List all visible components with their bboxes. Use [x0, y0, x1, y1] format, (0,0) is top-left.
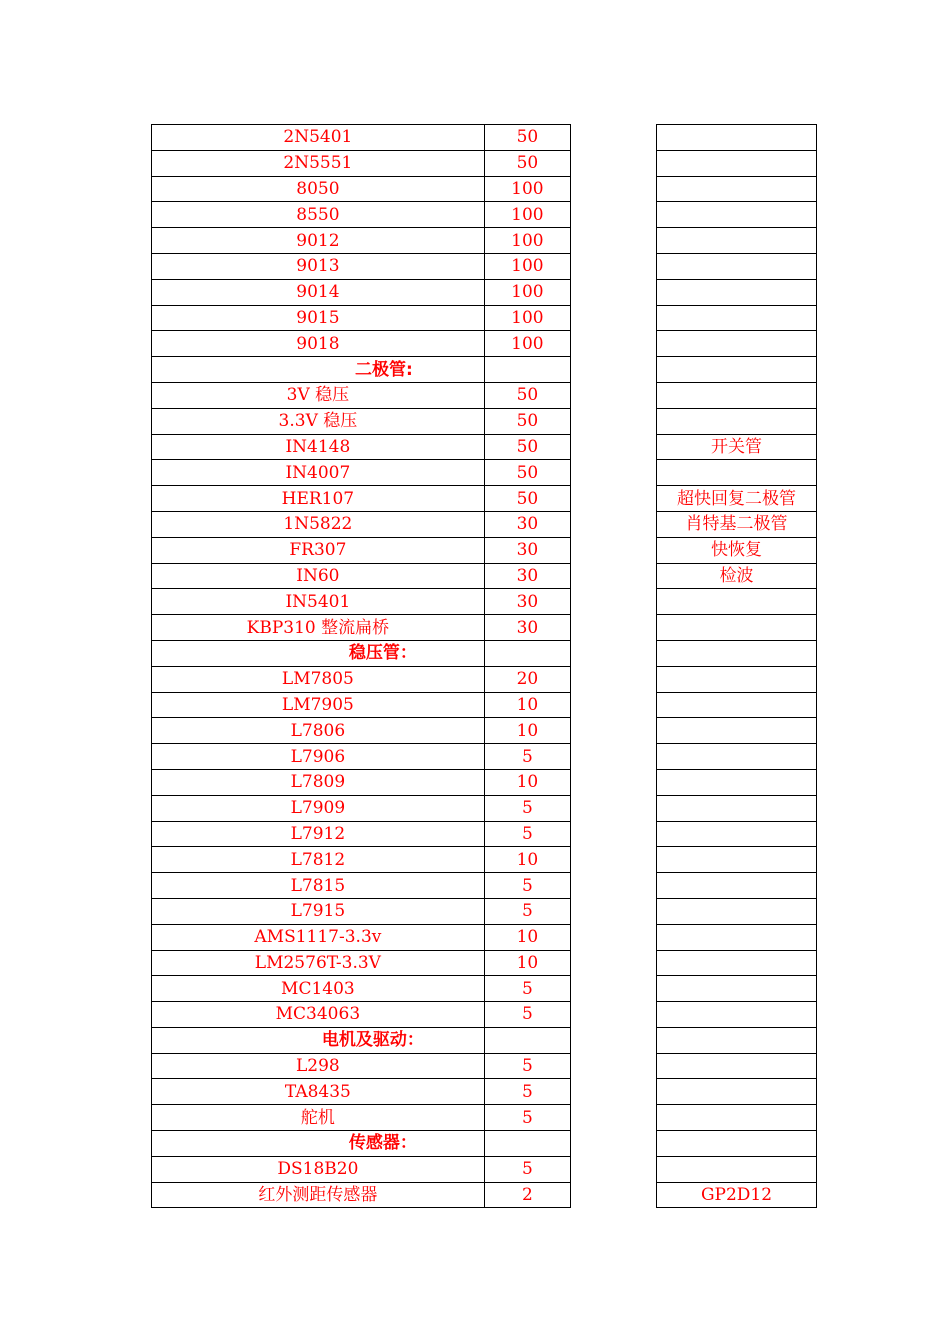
note-cell [657, 615, 817, 641]
part-name-cell: 9013 [152, 253, 485, 279]
part-row [152, 228, 571, 254]
part-name-cell: L7815 [152, 873, 485, 899]
quantity-cell: 5 [484, 1053, 570, 1079]
note-row [657, 692, 817, 718]
note-row [657, 563, 817, 589]
part-row [152, 615, 571, 641]
part-name-cell: FR307 [152, 537, 485, 563]
part-name-cell: 1N5822 [152, 511, 485, 537]
part-name-cell: MC34063 [152, 1002, 485, 1028]
note-row [657, 615, 817, 641]
note-cell [657, 1079, 817, 1105]
section-title-cell [152, 1131, 485, 1157]
section-title: 稳压管： [348, 643, 417, 664]
note-row [657, 408, 817, 434]
quantity-cell: 100 [484, 176, 570, 202]
section-title: 二极管: [354, 359, 413, 380]
note-cell: GP2D12 [657, 1182, 817, 1208]
section-title: 传感器： [348, 1133, 417, 1154]
quantity-cell [484, 357, 570, 383]
note-row [657, 589, 817, 615]
note-cell [657, 795, 817, 821]
part-row [152, 382, 571, 408]
part-row [152, 744, 571, 770]
note-cell [657, 976, 817, 1002]
part-row [152, 150, 571, 176]
note-row [657, 847, 817, 873]
quantity-cell: 5 [484, 1002, 570, 1028]
part-row [152, 769, 571, 795]
quantity-cell: 10 [484, 769, 570, 795]
part-row [152, 1079, 571, 1105]
quantity-cell: 10 [484, 950, 570, 976]
part-name-cell: LM7805 [152, 666, 485, 692]
note-row [657, 486, 817, 512]
note-cell [657, 847, 817, 873]
quantity-cell: 30 [484, 589, 570, 615]
part-name-cell: LM7905 [152, 692, 485, 718]
quantity-cell: 50 [484, 125, 570, 151]
note-row [657, 640, 817, 666]
note-cell [657, 1027, 817, 1053]
part-row [152, 305, 571, 331]
part-row [152, 718, 571, 744]
quantity-cell: 50 [484, 408, 570, 434]
part-name-cell: L7806 [152, 718, 485, 744]
part-row [152, 434, 571, 460]
quantity-cell: 30 [484, 537, 570, 563]
quantity-cell: 100 [484, 279, 570, 305]
quantity-cell [484, 640, 570, 666]
part-row [152, 253, 571, 279]
quantity-cell: 5 [484, 744, 570, 770]
note-row [657, 718, 817, 744]
part-row [152, 511, 571, 537]
part-row [152, 795, 571, 821]
section-header-row [152, 1131, 571, 1157]
section-title-cell [152, 357, 485, 383]
quantity-cell: 100 [484, 331, 570, 357]
part-row [152, 486, 571, 512]
notes-table [656, 124, 817, 1208]
quantity-cell: 50 [484, 460, 570, 486]
quantity-cell [484, 1027, 570, 1053]
quantity-cell: 2 [484, 1182, 570, 1208]
note-cell [657, 228, 817, 254]
note-row [657, 125, 817, 151]
quantity-cell: 100 [484, 253, 570, 279]
section-header-row [152, 1027, 571, 1053]
note-cell: 开关管 [657, 434, 817, 460]
note-cell [657, 176, 817, 202]
part-row [152, 924, 571, 950]
part-row [152, 408, 571, 434]
quantity-cell: 5 [484, 1156, 570, 1182]
note-cell [657, 898, 817, 924]
note-row [657, 1053, 817, 1079]
part-row [152, 898, 571, 924]
part-name-cell: L7909 [152, 795, 485, 821]
note-cell [657, 718, 817, 744]
part-row [152, 847, 571, 873]
note-row [657, 821, 817, 847]
note-cell [657, 1131, 817, 1157]
quantity-cell: 100 [484, 202, 570, 228]
note-row [657, 1182, 817, 1208]
part-name-cell: L7912 [152, 821, 485, 847]
note-row [657, 460, 817, 486]
quantity-cell: 10 [484, 847, 570, 873]
part-row [152, 589, 571, 615]
part-row [152, 950, 571, 976]
part-row [152, 1182, 571, 1208]
note-row [657, 150, 817, 176]
part-name-cell: AMS1117-3.3v [152, 924, 485, 950]
note-row [657, 1079, 817, 1105]
quantity-cell: 100 [484, 228, 570, 254]
note-cell [657, 408, 817, 434]
quantity-cell: 50 [484, 434, 570, 460]
part-row [152, 1156, 571, 1182]
note-cell [657, 769, 817, 795]
part-row [152, 563, 571, 589]
quantity-cell: 5 [484, 898, 570, 924]
note-row [657, 950, 817, 976]
note-row [657, 1156, 817, 1182]
note-cell [657, 1002, 817, 1028]
note-cell [657, 125, 817, 151]
part-row [152, 537, 571, 563]
note-cell [657, 279, 817, 305]
note-cell: 肖特基二极管 [657, 511, 817, 537]
quantity-cell: 10 [484, 692, 570, 718]
quantity-cell: 50 [484, 150, 570, 176]
note-cell [657, 1156, 817, 1182]
quantity-cell: 5 [484, 821, 570, 847]
quantity-cell: 30 [484, 511, 570, 537]
note-cell [657, 1053, 817, 1079]
note-cell [657, 382, 817, 408]
part-row [152, 331, 571, 357]
note-cell: 超快回复二极管 [657, 486, 817, 512]
quantity-cell: 5 [484, 795, 570, 821]
note-cell [657, 666, 817, 692]
note-cell [657, 253, 817, 279]
part-row [152, 666, 571, 692]
part-row [152, 821, 571, 847]
note-row [657, 382, 817, 408]
part-name-cell: L7906 [152, 744, 485, 770]
note-cell [657, 1105, 817, 1131]
note-cell [657, 821, 817, 847]
note-row [657, 795, 817, 821]
part-name-cell: 9012 [152, 228, 485, 254]
part-row [152, 1105, 571, 1131]
part-name-cell: IN4148 [152, 434, 485, 460]
quantity-cell: 10 [484, 718, 570, 744]
note-row [657, 253, 817, 279]
note-cell [657, 744, 817, 770]
section-title-cell [152, 640, 485, 666]
note-cell [657, 305, 817, 331]
note-row [657, 666, 817, 692]
part-name-cell: HER107 [152, 486, 485, 512]
part-row [152, 1053, 571, 1079]
section-header-row [152, 357, 571, 383]
note-cell [657, 692, 817, 718]
quantity-cell: 5 [484, 1079, 570, 1105]
note-row [657, 228, 817, 254]
part-name-cell: 9015 [152, 305, 485, 331]
part-name-cell: L298 [152, 1053, 485, 1079]
quantity-cell: 5 [484, 1105, 570, 1131]
part-name-cell: KBP310 整流扁桥 [152, 615, 485, 641]
part-name-cell: L7809 [152, 769, 485, 795]
note-row [657, 176, 817, 202]
part-row [152, 279, 571, 305]
parts-table [151, 124, 571, 1208]
section-header-row [152, 640, 571, 666]
note-row [657, 1105, 817, 1131]
note-cell [657, 150, 817, 176]
quantity-cell: 5 [484, 873, 570, 899]
note-cell [657, 950, 817, 976]
quantity-cell: 100 [484, 305, 570, 331]
note-cell [657, 924, 817, 950]
note-cell [657, 357, 817, 383]
part-name-cell: IN5401 [152, 589, 485, 615]
note-row [657, 1131, 817, 1157]
part-name-cell: LM2576T-3.3V [152, 950, 485, 976]
part-name-cell: IN4007 [152, 460, 485, 486]
part-row [152, 460, 571, 486]
note-row [657, 1027, 817, 1053]
part-name-cell: 红外测距传感器 [152, 1182, 485, 1208]
part-row [152, 873, 571, 899]
note-row [657, 537, 817, 563]
quantity-cell: 50 [484, 382, 570, 408]
note-row [657, 279, 817, 305]
section-title: 电机及驱动： [321, 1030, 424, 1051]
note-row [657, 976, 817, 1002]
note-row [657, 511, 817, 537]
part-name-cell: 2N5551 [152, 150, 485, 176]
quantity-cell: 20 [484, 666, 570, 692]
note-cell [657, 589, 817, 615]
part-name-cell: 3V 稳压 [152, 382, 485, 408]
part-row [152, 176, 571, 202]
part-name-cell: IN60 [152, 563, 485, 589]
part-name-cell: 8050 [152, 176, 485, 202]
note-row [657, 769, 817, 795]
note-cell: 检波 [657, 563, 817, 589]
note-cell [657, 331, 817, 357]
note-row [657, 357, 817, 383]
note-cell [657, 640, 817, 666]
part-row [152, 125, 571, 151]
part-row [152, 202, 571, 228]
part-name-cell: 3.3V 稳压 [152, 408, 485, 434]
part-name-cell: 9018 [152, 331, 485, 357]
note-row [657, 873, 817, 899]
note-cell [657, 460, 817, 486]
part-row [152, 1002, 571, 1028]
quantity-cell: 30 [484, 615, 570, 641]
part-name-cell: 舵机 [152, 1105, 485, 1131]
quantity-cell [484, 1131, 570, 1157]
note-cell [657, 873, 817, 899]
quantity-cell: 50 [484, 486, 570, 512]
section-title-cell [152, 1027, 485, 1053]
part-name-cell: 2N5401 [152, 125, 485, 151]
note-cell: 快恢复 [657, 537, 817, 563]
note-row [657, 305, 817, 331]
quantity-cell: 10 [484, 924, 570, 950]
part-name-cell: L7812 [152, 847, 485, 873]
note-row [657, 202, 817, 228]
part-row [152, 976, 571, 1002]
part-row [152, 692, 571, 718]
quantity-cell: 30 [484, 563, 570, 589]
quantity-cell: 5 [484, 976, 570, 1002]
part-name-cell: DS18B20 [152, 1156, 485, 1182]
note-cell [657, 202, 817, 228]
note-row [657, 331, 817, 357]
part-name-cell: MC1403 [152, 976, 485, 1002]
note-row [657, 898, 817, 924]
part-name-cell: 8550 [152, 202, 485, 228]
note-row [657, 434, 817, 460]
note-row [657, 1002, 817, 1028]
part-name-cell: TA8435 [152, 1079, 485, 1105]
part-name-cell: L7915 [152, 898, 485, 924]
note-row [657, 744, 817, 770]
note-row [657, 924, 817, 950]
part-name-cell: 9014 [152, 279, 485, 305]
